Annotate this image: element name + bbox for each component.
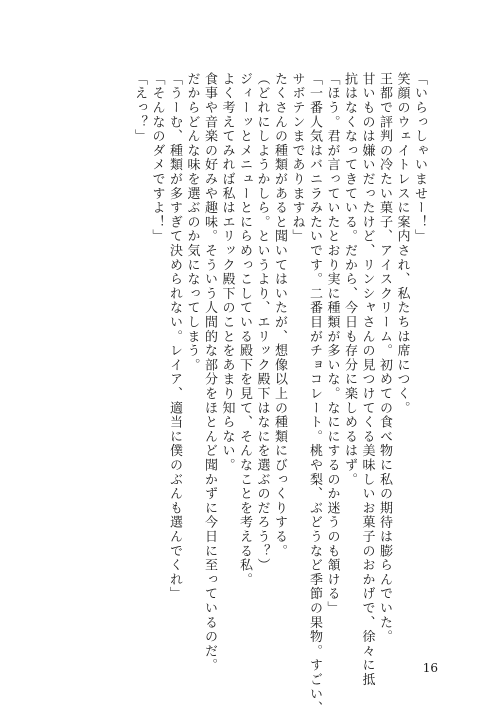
text-line: ジィーッとメニューとにらめっこしている殿下を見て、そんなことを考える私。 (237, 72, 252, 587)
text-line: 笑顔のウェイトレスに案内され、私たちは席につく。 (394, 72, 410, 416)
text-line: 「うーむ、種類が多すぎて決められない。レイア、適当に僕のぶんも選んでくれ」 (167, 72, 182, 602)
page-number: 16 (422, 661, 438, 675)
text-line: よく考えてみれば私はエリック殿下のことをあまり知らない。 (219, 72, 235, 473)
text-line: たくさんの種類があると聞いてはいたが、想像以上の種類にびっくりする。 (272, 72, 287, 559)
text-line: 甘いものは嫌いだったけど、リンシャさんの見つけてくる美味しいお菓子のおかげで、徐々に抵 (359, 72, 375, 687)
text-line: 抗はなくなってきている。だから、今日も存分に楽しめるはず。 (342, 72, 357, 487)
text-line: だからどんな味を選ぶのか気になってしまう。 (184, 72, 200, 373)
text-line: 「一番人気はバニラみたいです。二番目がチョコレート。桃や梨、ぶどうなど季節の果物。すごい、 (307, 72, 322, 716)
vertical-text-block (54, 72, 427, 716)
text-line: 食事や音楽の好みや趣味。そういう人間的な部分をほとんど聞かずに今日に至っているのだ。 (202, 72, 217, 673)
text-line: サボテンまでありますね」 (289, 72, 305, 244)
text-line: 王都で評判の冷たい菓子、アイスクリーム。初めての食べ物に私の期待は膨らんでいた。 (377, 72, 392, 644)
text-line: 「そんなのダメですよ！」 (149, 72, 165, 244)
text-line: （どれにしようかしら。というより、エリック殿下はなにを選ぶのだろう？） (254, 72, 270, 573)
text-line: 「えっ？」 (132, 72, 147, 144)
text-line: 「いらっしゃいませー！」 (412, 72, 427, 244)
text-line: 「ほう。君が言っていたとおり実に種類が多いな。なににするのか迷うのも頷ける」 (324, 72, 340, 616)
